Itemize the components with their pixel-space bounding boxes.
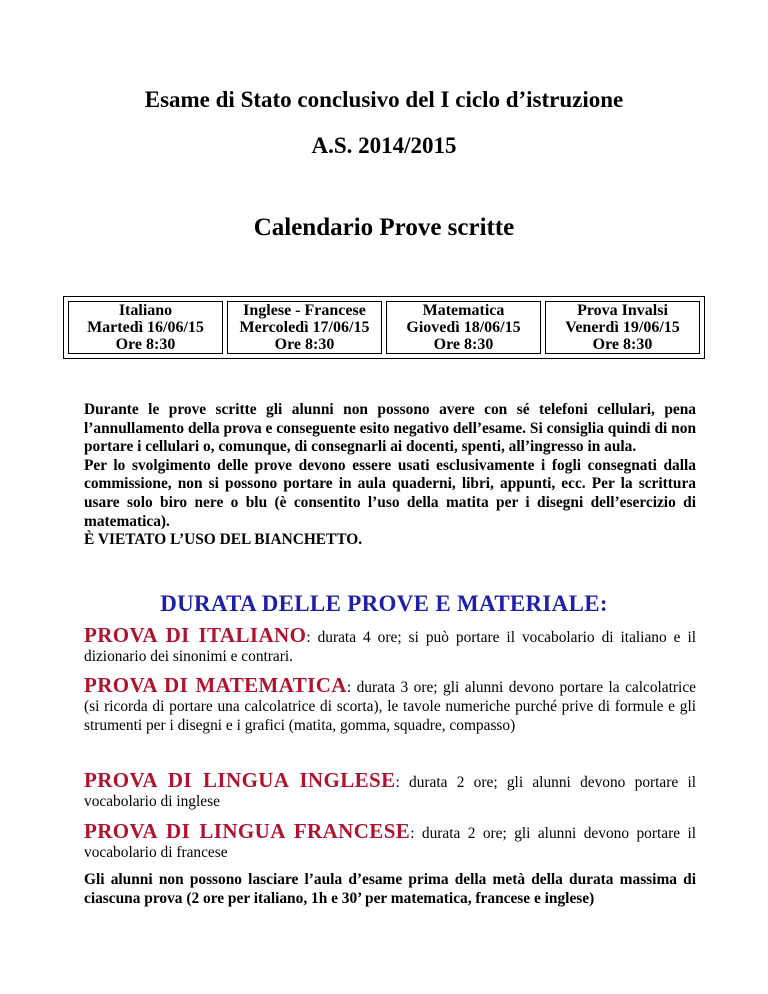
prova-name: PROVA DI LINGUA FRANCESE (84, 819, 411, 843)
cell-time: Ore 8:30 (592, 336, 653, 353)
prova-name: PROVA DI LINGUA INGLESE (84, 768, 396, 792)
prova-text: : durata 3 ore; gli alunni devono portare la calcolatrice (si ricorda di portare una calcolatrice di scorta), le tavole numeriche purché prive di formule e gli strumenti per i disegni e i grafici (matita, gomma, squadre, compasso) (84, 679, 696, 734)
prova-text: : durata 2 ore; gli alunni devono portare il vocabolario di francese (84, 825, 696, 861)
cell-date: Giovedì 18/06/15 (406, 319, 521, 336)
prova-text: : durata 4 ore; si può portare il vocabolario di italiano e il dizionario dei sinonimi e contrari. (84, 629, 697, 665)
cell-subject: Inglese - Francese (243, 302, 366, 319)
cell-time: Ore 8:30 (115, 336, 176, 353)
cell-time: Ore 8:30 (433, 336, 494, 353)
exam-rules (84, 401, 696, 550)
cell-subject: Prova Invalsi (577, 302, 668, 319)
final-note: Gli alunni non possono lasciare l’aula d’esame prima della metà della durata massima di ciascuna prova (2 ore per italiano, 1h e 30’ per matematica, francese e inglese) (84, 871, 696, 907)
calendar-cell-matematica (386, 301, 541, 354)
calendar-cell-italiano (68, 301, 223, 354)
rule-materials: Per lo svolgimento delle prove devono essere usati esclusivamente i fogli consegnati dalla commissione, non si possono portare in aula quaderni, libri, appunti, ecc. Per la scrittura usare solo biro nere o blu (è consentito l’uso della matita per i disegni dell’esercizio di matematica). (84, 456, 696, 530)
exam-title: Esame di Stato conclusivo del I ciclo d’istruzione (144, 87, 624, 112)
section-title: DURATA DELLE PROVE E MATERIALE: (160, 591, 608, 616)
cell-date: Mercoledì 17/06/15 (239, 319, 370, 336)
cell-time: Ore 8:30 (274, 336, 335, 353)
exam-calendar-table (63, 296, 705, 359)
rule-phones: Durante le prove scritte gli alunni non possono avere con sé telefoni cellulari, pena l’annullamento della prova e conseguente esito negativo dell’esame. Si consiglia quindi di non portare i cellulari o, comunque, di consegnarli ai docenti, spenti, all’ingresso in aula. (84, 401, 696, 456)
prova-italiano (84, 623, 697, 666)
calendar-title: Calendario Prove scritte (253, 214, 515, 241)
cell-date: Venerdì 19/06/15 (565, 319, 680, 336)
prova-inglese (84, 768, 696, 811)
calendar-cell-inglese-francese (227, 301, 382, 354)
prova-francese (84, 819, 696, 862)
school-year: A.S. 2014/2015 (311, 133, 457, 158)
calendar-cell-invalsi (545, 301, 700, 354)
cell-date: Martedì 16/06/15 (87, 319, 204, 336)
rule-whiteout: È VIETATO L’USO DEL BIANCHETTO. (84, 531, 363, 549)
prova-matematica (84, 673, 696, 735)
prova-name: PROVA DI ITALIANO (84, 623, 307, 647)
prova-text: : durata 2 ore; gli alunni devono portare il vocabolario di inglese (84, 774, 696, 810)
prova-name: PROVA DI MATEMATICA (84, 673, 347, 697)
table-row (68, 301, 700, 354)
cell-subject: Italiano (118, 302, 173, 319)
cell-subject: Matematica (422, 302, 505, 319)
